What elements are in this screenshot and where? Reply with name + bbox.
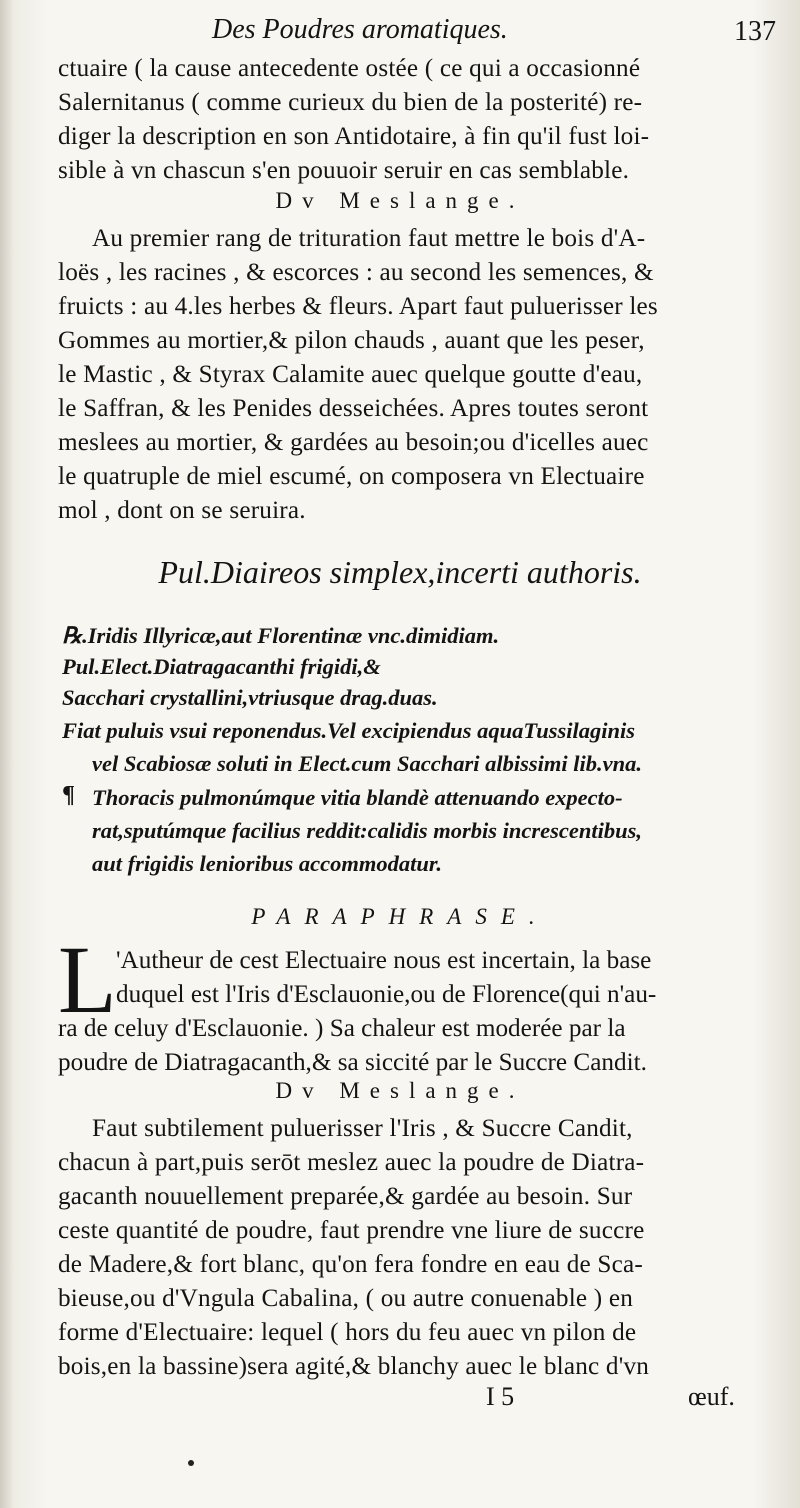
drop-cap: L <box>58 926 117 1033</box>
section-heading-paraphrase: PARAPHRASE. <box>251 904 549 929</box>
recipe-line: Fiat puluis vsui reponendus.Vel excipiendus aquaTussilaginis <box>62 718 636 743</box>
recipe-line: Pul.Elect.Diatragacanthi frigidi,& <box>62 654 381 679</box>
text-line: Faut subtilement puluerisser l'Iris , & Succre Candit, <box>92 1115 633 1142</box>
text-line: loës , les racines , & escorces : au second les semences, & <box>58 259 654 286</box>
signature-mark: I 5 <box>486 1382 515 1411</box>
text-line: bieuse,ou d'Vngula Cabalina, ( ou autre conuenable ) en <box>58 1285 634 1312</box>
recipe-note-line: rat,sputúmque facilius reddit:calidis morbis increscentibus, <box>92 818 643 843</box>
text-line: de Madere,& fort blanc, qu'on fera fondre en eau de Sca- <box>58 1251 643 1278</box>
text-line: mol , dont on se seruira. <box>58 497 306 524</box>
text-line: meslees au mortier, & gardées au besoin;ou d'icelles auec <box>58 429 649 456</box>
text-line: sible à vn chascun s'en pouuoir seruir en cas semblable. <box>58 157 630 184</box>
text-line: diger la description en son Antidotaire, à fin qu'il fust loi- <box>58 123 650 150</box>
ink-speck <box>188 1460 194 1466</box>
recipe-note-line: Thoracis pulmonúmque vitia blandè attenuando expecto- <box>92 785 623 810</box>
page-gutter-shadow <box>0 0 14 1508</box>
text-line: Au premier rang de trituration faut mettre le bois d'A- <box>92 225 646 252</box>
text-line: fruicts : au 4.les herbes & fleurs. Apart faut puluerisser les <box>58 293 658 320</box>
catchword: œuf. <box>688 1382 735 1411</box>
text-line: le quatruple de miel escumé, on composera vn Electuaire <box>58 463 645 490</box>
recipe-note-line: aut frigidis lenioribus accommodatur. <box>92 851 443 876</box>
text-line: ctuaire ( la cause antecedente ostée ( ce qui a occasionné <box>58 55 641 82</box>
pilcrow-mark: ¶ <box>62 782 75 808</box>
text-line: forme d'Electuaire: lequel ( hors du feu auec vn pilon de <box>58 1319 637 1346</box>
section-heading-meslange-2: Dv Meslange. <box>275 1078 525 1103</box>
page-number: 137 <box>734 16 776 47</box>
recipe-line: vel Scabiosæ soluti in Elect.cum Sacchari albissimi lib.vna. <box>92 751 643 776</box>
text-line: 'Autheur de cest Electuaire nous est incertain, la base <box>116 947 652 974</box>
running-head <box>0 14 800 54</box>
recipe-line: Sacchari crystallini,vtriusque drag.duas. <box>62 685 438 710</box>
recipe-line: ℞.Iridis Illyricæ,aut Florentinæ vnc.dimidiam. <box>62 623 500 648</box>
text-line: ra de celuy d'Esclauonie. ) Sa chaleur est moderée par la <box>58 1015 626 1042</box>
text-line: Gommes au mortier,& pilon chauds , auant que les peser, <box>58 327 645 354</box>
text-line: le Mastic , & Styrax Calamite auec quelque goutte d'eau, <box>58 361 643 388</box>
text-line: ceste quantité de poudre, faut prendre vne liure de succre <box>58 1217 645 1244</box>
running-head-title: Des Poudres aromatiques. <box>212 14 508 45</box>
text-line: bois,en la bassine)sera agité,& blanchy auec le blanc d'vn <box>58 1353 650 1380</box>
text-line: chacun à part,puis serōt meslez auec la poudre de Diatra- <box>58 1149 645 1176</box>
text-line: Salernitanus ( comme curieux du bien de la posterité) re- <box>58 89 643 116</box>
text-line: le Saffran, & les Penides desseichées. Apres toutes seront <box>58 395 649 422</box>
recipe-title: Pul.Diaireos simplex,incerti authoris. <box>158 554 642 590</box>
text-line: duquel est l'Iris d'Esclauonie,ou de Florence(qui n'au- <box>116 981 657 1008</box>
section-heading-meslange: Dv Meslange. <box>275 188 525 213</box>
text-line: gacanth nouuellement preparée,& gardée au besoin. Sur <box>58 1183 633 1210</box>
text-line: poudre de Diatragacanth,& sa siccité par le Succre Candit. <box>58 1049 647 1076</box>
